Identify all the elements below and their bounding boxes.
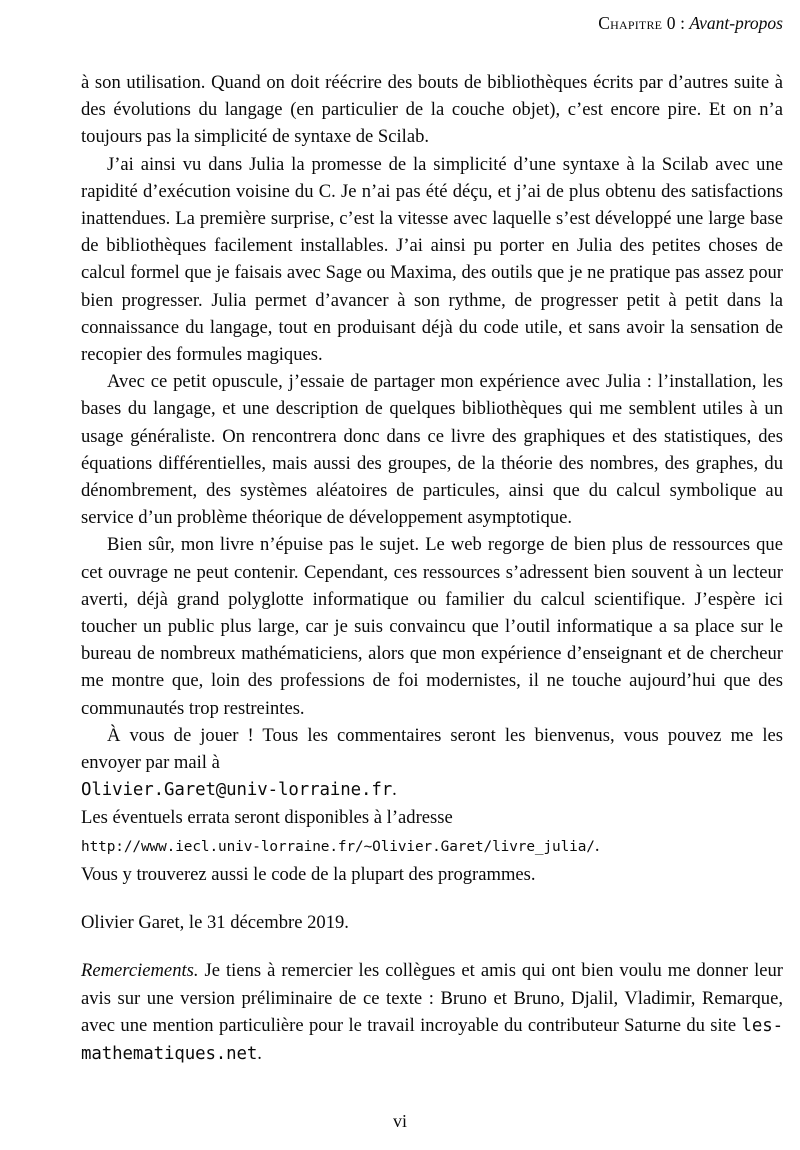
running-head-chapter-label: Chapitre 0 bbox=[598, 13, 676, 33]
acknowledgements-site[interactable]: les-mathematiques.net bbox=[81, 1015, 783, 1064]
running-head bbox=[81, 12, 783, 34]
page-number-folio: vi bbox=[392, 1111, 407, 1131]
paragraph-continuation: à son utilisation. Quand on doit réécrire des bouts de bibliothèques écrits par d’autres suite à des évolutions du langage (en particulier de la couche objet), c’est encore pire. Et on n’a toujours pas la simplicité de syntaxe de Scilab. bbox=[81, 72, 783, 148]
acknowledgements-text-before-site: Je tiens à remercier les collègues et amis qui ont bien voulu me donner leur avis sur une version préliminaire de ce texte : Bruno et Bruno, Djalil, Vladimir, Remarque, avec une mention particulière pour le travail incroyable du contributeur Saturne du site bbox=[81, 960, 783, 1036]
email-address[interactable]: Olivier.Garet@univ-lorraine.fr bbox=[81, 780, 393, 801]
spacer-before-signature bbox=[81, 888, 783, 909]
errata-url-trailing-period: . bbox=[594, 834, 600, 856]
body-text-block bbox=[81, 69, 783, 1068]
spacer-before-acknowledgements bbox=[81, 936, 783, 957]
running-head-separator: : bbox=[675, 13, 690, 33]
errata-url[interactable]: http://www.iecl.univ-lorraine.fr/~Olivier.Garet/livre_julia/ bbox=[81, 838, 595, 855]
contact-email-line bbox=[81, 776, 783, 804]
paragraph-a-vous-de-jouer: À vous de jouer ! Tous les commentaires seront les bienvenus, vous pouvez me les envoyer par mail à bbox=[81, 724, 783, 774]
acknowledgements-lead: Remerciements. bbox=[81, 960, 199, 982]
acknowledgements-text-after-site: . bbox=[257, 1042, 262, 1064]
errata-url-line bbox=[81, 832, 783, 861]
paragraph-julia-promesse: J’ai ainsi vu dans Julia la promesse de la simplicité d’une syntaxe à la Scilab avec une rapidité d’exécution voisine du C. Je n’ai pas été déçu, et j’ai de plus obtenu des satisfactions inattendues. La première surprise, c’est la vitesse avec laquelle s’est développé une large base de bibliothèques facilement installables. J’ai ainsi pu porter en Julia des petites choses de calcul formel que je faisais avec Sage ou Maxima, des outils que je ne pratique pas assez pour bien progresser. Julia permet d’avancer à son rythme, de progresser petit à petit dans la connaissance du langage, tout en produisant déjà du code utile, et sans avoir la sensation de recopier des formules magiques. bbox=[81, 153, 783, 366]
code-note-line: Vous y trouverez aussi le code de la plupart des programmes. bbox=[81, 863, 536, 885]
errata-intro-line: Les éventuels errata seront disponibles à l’adresse bbox=[81, 807, 453, 829]
email-trailing-period: . bbox=[392, 779, 397, 801]
paragraph-bien-sur: Bien sûr, mon livre n’épuise pas le sujet. Le web regorge de bien plus de ressources que cet ouvrage ne peut contenir. Cependant, ces ressources s’adressent bien souvent à un lecteur averti, déjà grand polyglotte informatique ou familier du calcul scientifique. J’espère ici toucher un public plus large, car je suis convaincu que l’outil informatique a sa place sur le bureau de nombreux mathématiciens, alors que mon expérience d’enseignant et de chercheur me montre que, loin des professions de foi modernistes, il ne touche aujourd’hui que des communautés trop restreintes. bbox=[81, 534, 783, 719]
signature-line: Olivier Garet, le 31 décembre 2019. bbox=[81, 912, 349, 934]
running-head-chapter-title: Avant-propos bbox=[689, 13, 783, 33]
paragraph-opuscule: Avec ce petit opuscule, j’essaie de partager mon expérience avec Julia : l’installation, les bases du langage, et une description de quelques bibliothèques qui me semblent utiles à un usage généraliste. On rencontrera donc dans ce livre des graphiques et des statistiques, des équations différentielles, mais aussi des groupes, de la théorie des nombres, des graphes, du dénombrement, des systèmes aléatoires de particules, ainsi que du calcul symbolique au service d’un problème théorique de développement asymptotique. bbox=[81, 371, 783, 529]
paragraph-acknowledgements bbox=[81, 957, 783, 1068]
